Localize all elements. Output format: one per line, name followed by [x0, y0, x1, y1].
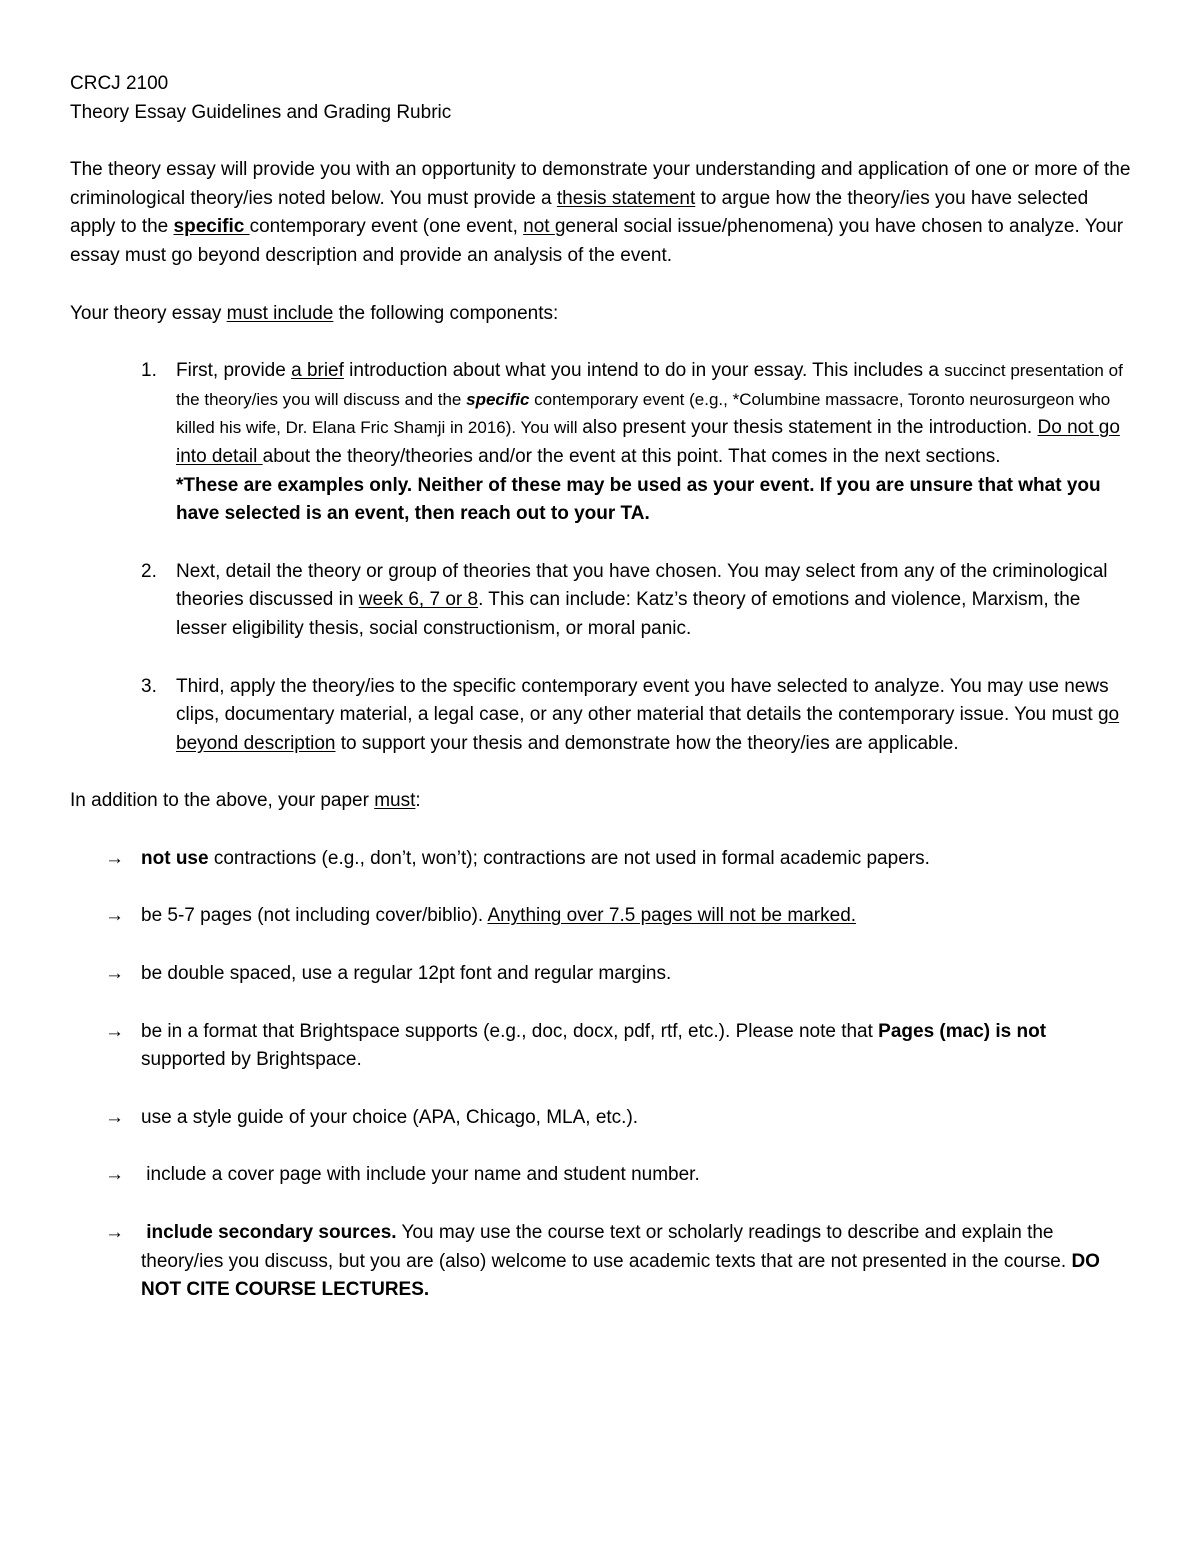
- components-intro: Your theory essay must include the following components:: [70, 302, 559, 324]
- arrow-bullet-icon: →: [105, 1222, 124, 1244]
- arrow-bullet-icon: →: [105, 905, 124, 927]
- list-item: → be double spaced, use a regular 12pt font and regular margins.: [70, 960, 1132, 989]
- examples-note: *These are examples only. Neither of these may be used as your event. If you are unsure that what you have selected is an event, then reach out to your TA.: [176, 474, 1101, 525]
- requirements-list: [70, 845, 1132, 1305]
- intro-paragraph: The theory essay will provide you with an opportunity to demonstrate your understanding and application of one or more of the criminological theory/ies noted below. You must provide a thesis statement to argue how the theory/ies you have selected apply to the specific contemporary event (one event, not general social issue/phenomena) you have chosen to analyze. Your essay must go beyond description and provide an analysis of the event.: [70, 159, 1131, 266]
- course-code: CRCJ 2100: [70, 73, 169, 94]
- arrow-bullet-icon: →: [105, 847, 124, 869]
- list-item: → be in a format that Brightspace supports (e.g., doc, docx, pdf, rtf, etc.). Please note that Pages (mac) is not supported by Brightspace.: [70, 1018, 1132, 1075]
- list-item: → be 5-7 pages (not including cover/biblio). Anything over 7.5 pages will not be marked.: [70, 902, 1132, 931]
- specific-emphasis: specific: [173, 216, 250, 238]
- arrow-bullet-icon: →: [105, 1106, 124, 1128]
- list-item: → include secondary sources. You may use the course text or scholarly readings to describe and explain the theory/ies you discuss, but you are (also) welcome to use academic texts that are not presented in the course. DO NOT CITE COURSE LECTURES.: [70, 1219, 1132, 1305]
- addition-intro: In addition to the above, your paper must:: [70, 790, 421, 812]
- components-list: [70, 357, 1132, 758]
- list-item: 3. Third, apply the theory/ies to the specific contemporary event you have selected to analyze. You may use news clips, documentary material, a legal case, or any other material that details the contemporary issue. You must go beyond description to support your thesis and demonstrate how the theory/ies are applicable.: [70, 673, 1132, 759]
- must-emphasis: must: [374, 790, 416, 812]
- arrow-bullet-icon: →: [105, 963, 124, 985]
- list-item: → include a cover page with include your name and student number.: [70, 1161, 1132, 1190]
- item-number: 3.: [141, 675, 157, 697]
- document-page: [70, 70, 1132, 1305]
- arrow-bullet-icon: →: [105, 1020, 124, 1042]
- item-number: 2.: [141, 560, 157, 582]
- list-item: → use a style guide of your choice (APA, Chicago, MLA, etc.).: [70, 1104, 1132, 1133]
- list-item: 1. First, provide a brief introduction about what you intend to do in your essay. This includes a succinct presentation of the theory/ies you will discuss and the specific contemporary event (e.g., *Columbine massacre, Toronto neurosurgeon who killed his wife, Dr. Elana Fric Shamji in 2016). You will also present your thesis statement in the introduction. Do not go into detail about the theory/theories and/or the event at this point. That comes in the next sections. *These are examples only. Neither of these may be used as your event. If you are unsure that what you have selected is an event, then reach out to your TA.: [70, 357, 1132, 529]
- item-number: 1.: [141, 360, 157, 382]
- must-include-emphasis: must include: [226, 302, 334, 324]
- list-item: 2. Next, detail the theory or group of theories that you have chosen. You may select from any of the criminological theories discussed in week 6, 7 or 8. This can include: Katz’s theory of emotions and violence, Marxism, the lesser eligibility thesis, social constructionism, or moral panic.: [70, 558, 1132, 644]
- thesis-statement-emphasis: thesis statement: [556, 187, 696, 209]
- not-emphasis: not: [523, 216, 555, 238]
- list-item: → not use contractions (e.g., don’t, won’t); contractions are not used in formal academic papers.: [70, 845, 1132, 874]
- document-title: Theory Essay Guidelines and Grading Rubric: [70, 101, 452, 123]
- arrow-bullet-icon: →: [105, 1164, 124, 1186]
